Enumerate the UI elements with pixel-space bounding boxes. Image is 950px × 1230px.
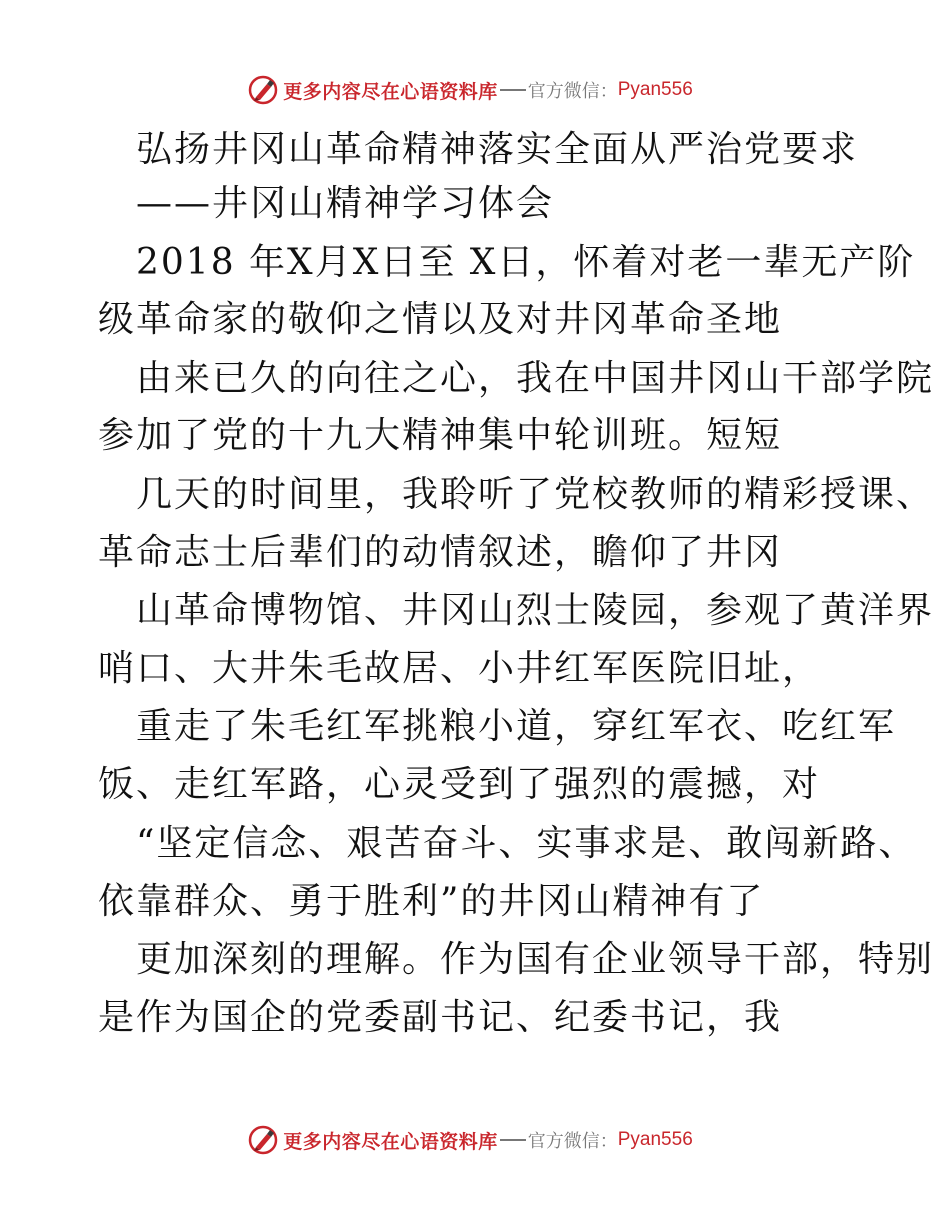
banner-dash xyxy=(500,89,526,91)
promo-text: 更多内容尽在心语资料库 xyxy=(283,80,498,103)
body-line: 依靠群众、勇于胜利”的井冈山精神有了 xyxy=(98,881,765,922)
body-line: 山革命博物馆、井冈山烈士陵园，参观了黄洋界 xyxy=(136,590,935,631)
body-line: 革命志士后辈们的动情叙述，瞻仰了井冈 xyxy=(98,532,783,573)
promo-text: 更多内容尽在心语资料库 xyxy=(283,1130,498,1153)
pen-logo-icon xyxy=(247,74,279,106)
footer-banner xyxy=(0,1120,950,1160)
body-line: 饭、走红军路，心灵受到了强烈的震撼，对 xyxy=(98,764,821,805)
body-line: 参加了党的十九大精神集中轮训班。短短 xyxy=(98,415,783,456)
body-line: 2018 年X月X日至 X日，怀着对老一辈无产阶 xyxy=(136,242,916,283)
body-line: 是作为国企的党委副书记、纪委书记，我 xyxy=(98,997,783,1038)
body-line: 更加深刻的理解。作为国有企业领导干部，特别 xyxy=(136,939,935,980)
wechat-id: Pyan556 xyxy=(617,79,693,100)
wechat-id: Pyan556 xyxy=(617,1129,693,1150)
body-line: 重走了朱毛红军挑粮小道，穿红军衣、吃红军 xyxy=(136,706,897,747)
official-wechat-label: 官方微信： xyxy=(527,81,618,102)
official-wechat-label: 官方微信： xyxy=(527,1131,618,1152)
document-subtitle: ——井冈山精神学习体会 xyxy=(136,183,555,224)
body-line: 哨口、大井朱毛故居、小井红军医院旧址， xyxy=(98,648,821,689)
header-banner xyxy=(0,70,950,110)
banner-dash xyxy=(500,1139,526,1141)
body-line: “坚定信念、艰苦奋斗、实事求是、敢闯新路、 xyxy=(136,823,917,864)
document-title: 弘扬井冈山革命精神落实全面从严治党要求 xyxy=(136,129,859,170)
body-line: 几天的时间里，我聆听了党校教师的精彩授课、 xyxy=(136,474,935,515)
body-line: 级革命家的敬仰之情以及对井冈革命圣地 xyxy=(98,299,783,340)
pen-logo-icon xyxy=(247,1124,279,1156)
body-line: 由来已久的向往之心，我在中国井冈山干部学院 xyxy=(136,358,935,399)
